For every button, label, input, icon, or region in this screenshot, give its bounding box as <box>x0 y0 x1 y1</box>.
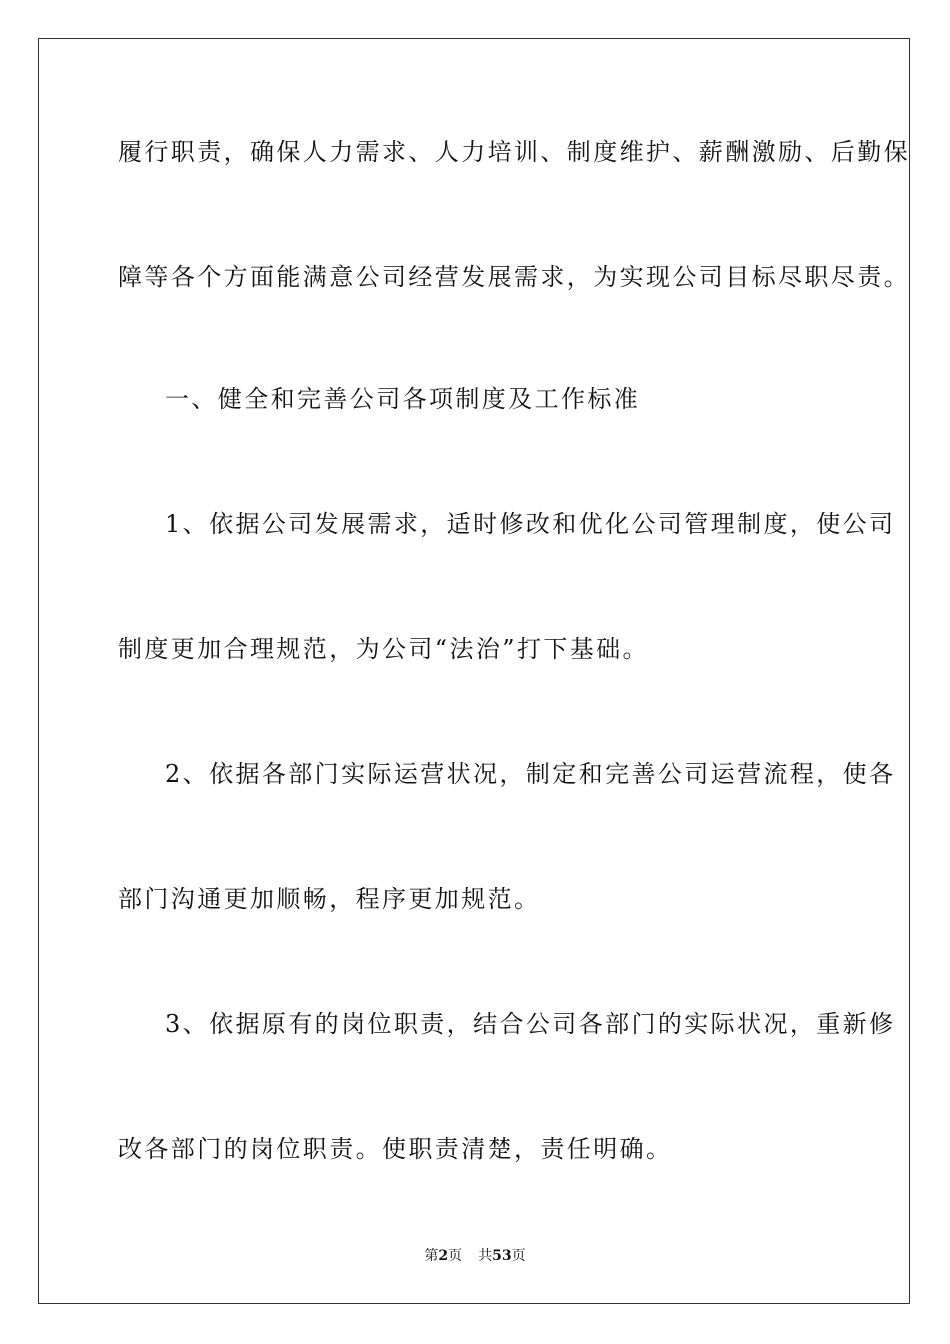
page-footer <box>0 1246 950 1266</box>
total-prefix: 共 <box>478 1248 493 1264</box>
paragraph-line: 障等各个方面能满意公司经营发展需求，为实现公司目标尽职尽责。 <box>118 263 910 291</box>
page-prefix: 第 <box>424 1248 439 1264</box>
page-frame <box>38 38 910 1304</box>
total-pages: 53 <box>492 1248 512 1264</box>
page-suffix: 页 <box>448 1248 463 1264</box>
page-number: 2 <box>438 1248 449 1264</box>
section-heading: 一、健全和完善公司各项制度及工作标准 <box>165 385 641 413</box>
paragraph-line: 2、依据各部门实际运营状况，制定和完善公司运营流程，使各 <box>165 760 896 788</box>
paragraph-line: 制度更加合理规范，为公司“法治”打下基础。 <box>118 635 649 663</box>
paragraph-line: 3、依据原有的岗位职责，结合公司各部门的实际状况，重新修 <box>165 1010 896 1038</box>
paragraph-line: 1、依据公司发展需求，适时修改和优化公司管理制度，使公司 <box>165 510 896 538</box>
total-suffix: 页 <box>511 1248 526 1264</box>
paragraph-line: 改各部门的岗位职责。使职责清楚，责任明确。 <box>118 1135 673 1163</box>
paragraph-line: 履行职责，确保人力需求、人力培训、制度维护、薪酬激励、后勤保 <box>118 138 910 166</box>
paragraph-line: 部门沟通更加顺畅，程序更加规范。 <box>118 885 541 913</box>
